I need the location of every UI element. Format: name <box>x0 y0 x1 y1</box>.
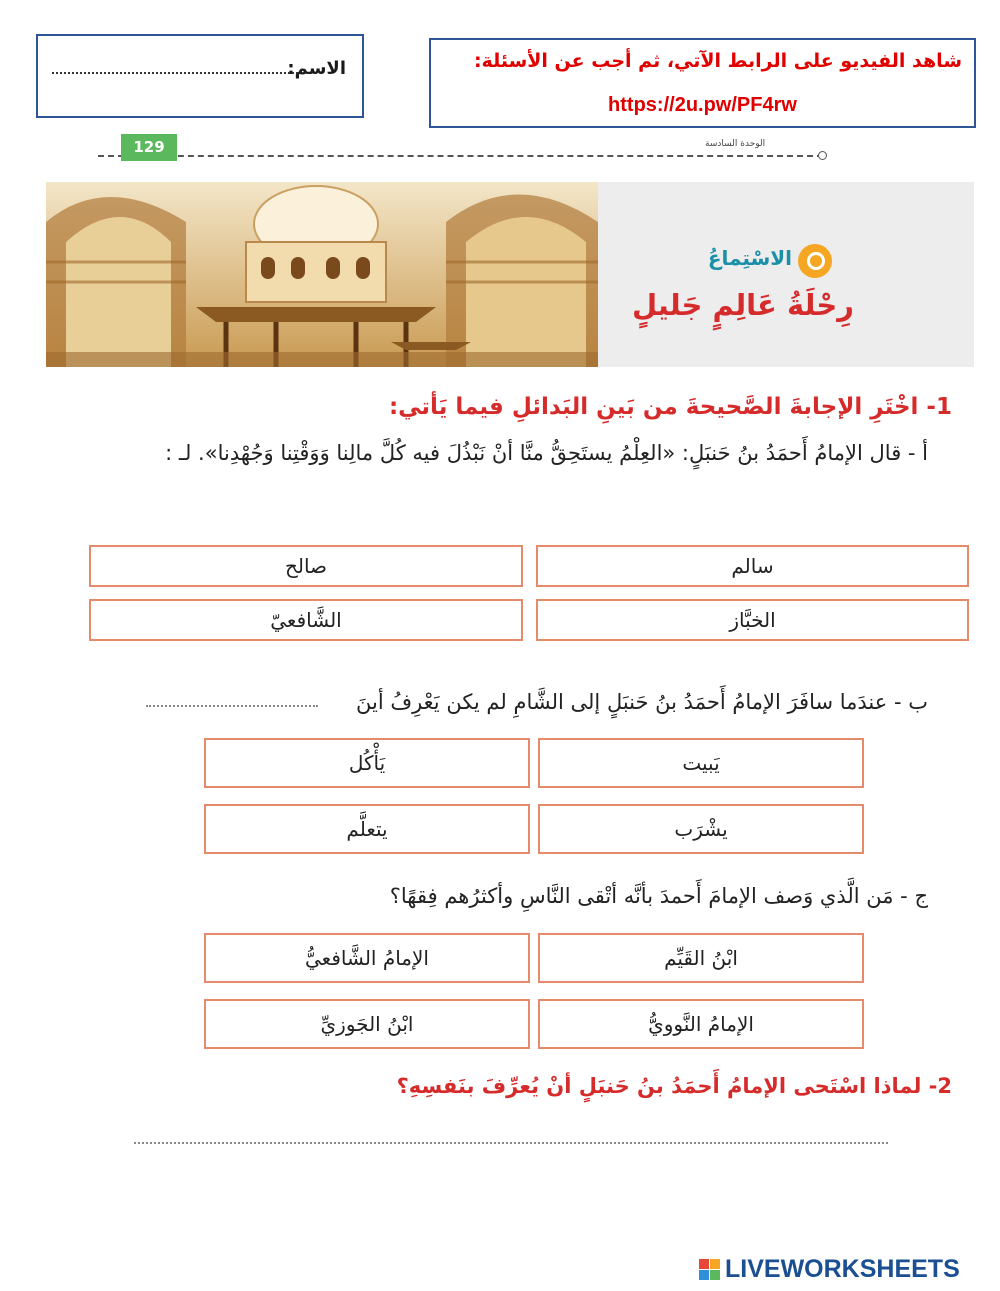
q2-answer-line[interactable] <box>134 1142 888 1144</box>
q1a-text: أ - قال الإمامُ أَحمَدُ بنُ حَنبَلٍ: «العِلْمُ يستَحِقُّ منَّا أنْ نَبْذُلَ فيه كُلَّ مالِنا وَوَقْتِنا وَجُهْدِنا». لـ : <box>165 441 928 465</box>
divider-dot <box>818 151 827 160</box>
q1a-option-1[interactable]: سالم <box>536 545 969 587</box>
q2-text: 2- لماذا اسْتَحى الإمامُ أَحمَدُ بنُ حَنبَلٍ أنْ يُعرِّفَ بنَفسِهِ؟ <box>396 1074 952 1098</box>
unit-label: الوحدة السادسة <box>705 139 766 149</box>
q1c-option-3[interactable]: الإمامُ النَّوويُّ <box>538 999 864 1049</box>
video-link[interactable]: https://2u.pw/PF4rw <box>608 94 797 116</box>
q1c-option-2[interactable]: الإمامُ الشَّافعيُّ <box>204 933 530 983</box>
q1c-option-4[interactable]: ابْنُ الجَوزيِّ <box>204 999 530 1049</box>
q1b-option-1[interactable]: يَبيت <box>538 738 864 788</box>
q1-title: 1- اخْتَرِ الإجابةَ الصَّحيحةَ من بَينِ البَدائلِ فيما يَأتي: <box>388 394 952 420</box>
name-box <box>36 34 364 118</box>
q1c-text: ج - مَن الَّذي وَصف الإمامَ أَحمدَ بأنَّه أتْقى النَّاسِ وأكثرُهم فِقهًا؟ <box>389 884 928 908</box>
divider-line <box>98 155 823 157</box>
brand-name: LIVEWORKSHEETS <box>725 1255 960 1283</box>
page-number: 129 <box>121 134 177 161</box>
q1b-answer-line[interactable] <box>146 705 318 707</box>
q1b-option-3[interactable]: يشْرَب <box>538 804 864 854</box>
q1b-text: ب - عندَما سافَرَ الإمامُ أَحمَدُ بنُ حَنبَلٍ إلى الشَّامِ لم يكن يَعْرِفُ أينَ <box>355 690 928 714</box>
q1a-option-4[interactable]: الشَّافعيّ <box>89 599 523 641</box>
lesson-title: رِحْلَةُ عَالِمٍ جَليلٍ <box>631 288 854 322</box>
mosque-illustration <box>46 182 598 367</box>
headphones-icon <box>798 244 832 278</box>
name-label: الاسم: <box>287 58 346 79</box>
lesson-banner <box>46 182 974 367</box>
q1a-option-2[interactable]: صالح <box>89 545 523 587</box>
name-input-line[interactable] <box>52 72 298 74</box>
q1b-option-2[interactable]: يَأْكُل <box>204 738 530 788</box>
video-link-box <box>429 38 976 128</box>
q1c-option-1[interactable]: ابْنُ القَيِّم <box>538 933 864 983</box>
q1b-option-4[interactable]: يتعلَّم <box>204 804 530 854</box>
logo-icon <box>699 1259 721 1281</box>
video-instruction: شاهد الفيديو على الرابط الآتي، ثم أجب عن الأسئلة: <box>473 50 962 72</box>
q1a-option-3[interactable]: الخبَّاز <box>536 599 969 641</box>
section-label: الاسْتِماعُ <box>707 246 792 270</box>
